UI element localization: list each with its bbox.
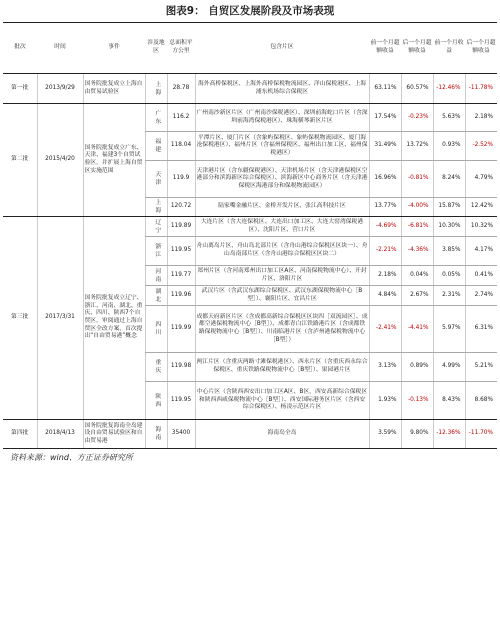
zones-cell: 海外高桥保税区、上海外高桥保税物流园区、洋山保税港区、上海浦东机场综合保税区	[195, 74, 369, 104]
region-name	[145, 74, 167, 104]
table-row	[3, 104, 497, 132]
return-cell-4: 12.42%	[465, 198, 497, 217]
region-area: 118.04	[167, 132, 195, 161]
region-label: 陕西	[153, 392, 160, 409]
return-cell-3: 15.87%	[433, 198, 465, 217]
batch-name: 第四批	[3, 420, 37, 449]
region-label: 上海	[153, 199, 160, 215]
return-cell-4: 2.18%	[465, 104, 497, 132]
return-cell-2: -4.00%	[401, 198, 433, 217]
return-cell-3: 0.93%	[433, 132, 465, 161]
source-note: 资料来源：wind、方正证券研究所	[10, 453, 133, 462]
return-cell-1: 1.93%	[369, 382, 401, 420]
return-cell-3: 8.43%	[433, 382, 465, 420]
table-row	[3, 217, 497, 237]
return-cell-3: 0.05%	[433, 266, 465, 286]
region-name	[145, 104, 167, 132]
header-prev-return: 前一个月收益	[433, 23, 465, 74]
zones-cell: 广州南沙新区片区（广州南沙保税港区）、深圳前海蛇口片区（含深圳前海湾保税港区）、珠海横琴新区片区	[195, 104, 369, 132]
batch-event: 国务院批复成立广东、天津、福建3个自贸试验区，并扩展上海自贸区实施范围	[83, 104, 145, 217]
return-cell-4: 5.21%	[465, 353, 497, 382]
region-label: 辽宁	[153, 218, 160, 235]
return-cell-1: 3.59%	[369, 420, 401, 449]
return-cell-4: -2.52%	[465, 132, 497, 161]
region-area: 119.9	[167, 161, 195, 198]
region-label: 上海	[153, 80, 160, 97]
header-date: 时间	[37, 23, 83, 74]
zones-cell: 两江片区（含重庆两路寸滩保税港区）、西永片区（含重庆西永综合保税区、重庆铁路保税物流中心［B型］）、果园港片区	[195, 353, 369, 382]
region-area: 119.95	[167, 237, 195, 266]
return-cell-2: -4.36%	[401, 237, 433, 266]
header-event: 事件	[83, 23, 145, 74]
region-name	[145, 237, 167, 266]
return-cell-4: 2.74%	[465, 286, 497, 306]
header-prev-excess: 前一个月超额收益	[369, 23, 401, 74]
header-next-excess: 后一个月超额收益	[401, 23, 433, 74]
region-area: 119.96	[167, 286, 195, 306]
region-label: 天津	[153, 171, 160, 187]
region-area: 28.78	[167, 74, 195, 104]
return-cell-1: -2.21%	[369, 237, 401, 266]
return-cell-3: 5.97%	[433, 306, 465, 353]
return-cell-4: 6.31%	[465, 306, 497, 353]
table-row	[3, 74, 497, 104]
region-label: 河南	[153, 267, 160, 284]
region-label: 重庆	[153, 359, 160, 375]
region-area: 116.2	[167, 104, 195, 132]
return-cell-2: 0.04%	[401, 266, 433, 286]
return-cell-2: 0.89%	[401, 353, 433, 382]
return-cell-3: -12.46%	[433, 74, 465, 104]
return-cell-2: -0.81%	[401, 161, 433, 198]
header-batch: 批次	[3, 23, 37, 74]
batch-event: 国务院批复海南全岛建设自由贸易试验区和自由贸易港	[83, 420, 145, 449]
header-next-excess-2: 后一个月超额收益	[465, 23, 497, 74]
return-cell-1: 63.11%	[369, 74, 401, 104]
region-name	[145, 198, 167, 217]
return-cell-3: 8.24%	[433, 161, 465, 198]
return-cell-4: 8.68%	[465, 382, 497, 420]
header-zones: 包含片区	[195, 23, 369, 74]
region-label: 四川	[153, 321, 160, 337]
zones-cell: 中心片区（含陕西西安出口加工区A区、B区，西安高新综合保税区和陕西西咸保税物流中心［B型］）、西安国际港务区片区（含西安综合保税区）、杨凌示范区片区	[195, 382, 369, 420]
return-cell-2: 9.80%	[401, 420, 433, 449]
zones-cell: 成都天府新区片区（含成都高新综合保税区区块四［双流园区］、成都空港保税物流中心［B型］）、成都青白江铁路港片区（含成都铁路保税物流中心［B型］）、川南临港片区（含泸州港保税物流中心［B型］）	[195, 306, 369, 353]
return-cell-1: 4.84%	[369, 286, 401, 306]
zones-cell: 舟山离岛片区、舟山岛北部片区（含舟山港综合保税区区块一）、舟山岛南部片区（含舟山港综合保税区区块二）	[195, 237, 369, 266]
batch-event: 国务院批复成立上海自由贸易试验区	[83, 74, 145, 104]
region-label: 广东	[153, 109, 160, 126]
return-cell-1: 17.54%	[369, 104, 401, 132]
return-cell-2: 13.72%	[401, 132, 433, 161]
batch-date: 2015/4/20	[37, 104, 83, 217]
region-area: 119.77	[167, 266, 195, 286]
region-label: 福建	[153, 138, 160, 154]
return-cell-4: -11.70%	[465, 420, 497, 449]
return-cell-3: 3.85%	[433, 237, 465, 266]
region-area: 120.72	[167, 198, 195, 217]
return-cell-2: -0.13%	[401, 382, 433, 420]
region-name	[145, 306, 167, 353]
return-cell-1: 31.49%	[369, 132, 401, 161]
region-area: 119.95	[167, 382, 195, 420]
region-area: 119.99	[167, 306, 195, 353]
zones-cell: 郑州片区（含河南郑州出口加工区A区、河南保税物流中心）、开封片区、洛阳片区	[195, 266, 369, 286]
zones-cell: 大连片区（含大连保税区、大连出口加工区、大连大窑湾保税港区）、沈阳片区、营口片区	[195, 217, 369, 237]
header-area: 总面积平方公里	[167, 23, 195, 74]
region-name	[145, 161, 167, 198]
return-cell-3: -12.36%	[433, 420, 465, 449]
return-cell-1: -2.41%	[369, 306, 401, 353]
return-cell-3: 10.30%	[433, 217, 465, 237]
region-area: 35400	[167, 420, 195, 449]
return-cell-4: 0.41%	[465, 266, 497, 286]
return-cell-2: -6.81%	[401, 217, 433, 237]
region-name	[145, 132, 167, 161]
region-name	[145, 266, 167, 286]
batch-date: 2013/9/29	[37, 74, 83, 104]
return-cell-1: -4.69%	[369, 217, 401, 237]
header-row	[3, 23, 497, 74]
return-cell-1: 13.77%	[369, 198, 401, 217]
return-cell-3: 5.63%	[433, 104, 465, 132]
return-cell-4: 10.32%	[465, 217, 497, 237]
zones-cell: 天津港片区（含东疆保税港区）、天津机场片区（含天津港保税区空港部分和滨海新区综合保税区）、滨海新区中心商务片区（含天津港保税区海港部分和保税物流园区）	[195, 161, 369, 198]
zones-cell: 平潭片区、厦门片区（含象屿保税区、象屿保税物流园区、厦门海沧保税港区）、福州片区（含福州保税区、福州出口加工区、福州保税港区）	[195, 132, 369, 161]
return-cell-4: -11.78%	[465, 74, 497, 104]
header-region: 涉及地区	[145, 23, 167, 74]
return-cell-1: 2.18%	[369, 266, 401, 286]
batch-date: 2017/3/31	[37, 217, 83, 420]
region-label: 海南	[153, 426, 160, 442]
region-label: 湖北	[153, 287, 160, 304]
batch-event: 国务院批复成立辽宁、浙江、河南、湖北、重庆、四川、陕西7个自贸区，审阅通过上海自贸区全改方案，首次提出“自由贸易港”概念	[83, 217, 145, 420]
region-name	[145, 382, 167, 420]
zones-cell: 陆家嘴金融片区、金桥开发片区、张江高科技片区	[195, 198, 369, 217]
region-label: 浙江	[153, 243, 160, 259]
zones-cell: 海南岛全岛	[195, 420, 369, 449]
return-cell-2: -0.23%	[401, 104, 433, 132]
region-area: 119.98	[167, 353, 195, 382]
batch-date: 2018/4/13	[37, 420, 83, 449]
return-cell-2: 2.67%	[401, 286, 433, 306]
table-row	[3, 420, 497, 449]
return-cell-4: 4.79%	[465, 161, 497, 198]
region-name	[145, 286, 167, 306]
batch-name: 第三批	[3, 217, 37, 420]
free-trade-zone-table	[3, 22, 497, 449]
return-cell-3: 2.31%	[433, 286, 465, 306]
zones-cell: 武汉片区（含武汉东湖综合保税区、武汉东湖保税物流中心［B型］）、襄阳片区、宜昌片区	[195, 286, 369, 306]
return-cell-1: 16.96%	[369, 161, 401, 198]
return-cell-3: 4.99%	[433, 353, 465, 382]
table-caption: 图表9： 自贸区发展阶段及市场表现	[165, 5, 335, 17]
region-name	[145, 420, 167, 449]
region-name	[145, 217, 167, 237]
return-cell-2: 60.57%	[401, 74, 433, 104]
region-name	[145, 353, 167, 382]
batch-name: 第二批	[3, 104, 37, 217]
batch-name: 第一批	[3, 74, 37, 104]
region-area: 119.89	[167, 217, 195, 237]
return-cell-1: 3.13%	[369, 353, 401, 382]
return-cell-4: 4.17%	[465, 237, 497, 266]
return-cell-2: -4.41%	[401, 306, 433, 353]
